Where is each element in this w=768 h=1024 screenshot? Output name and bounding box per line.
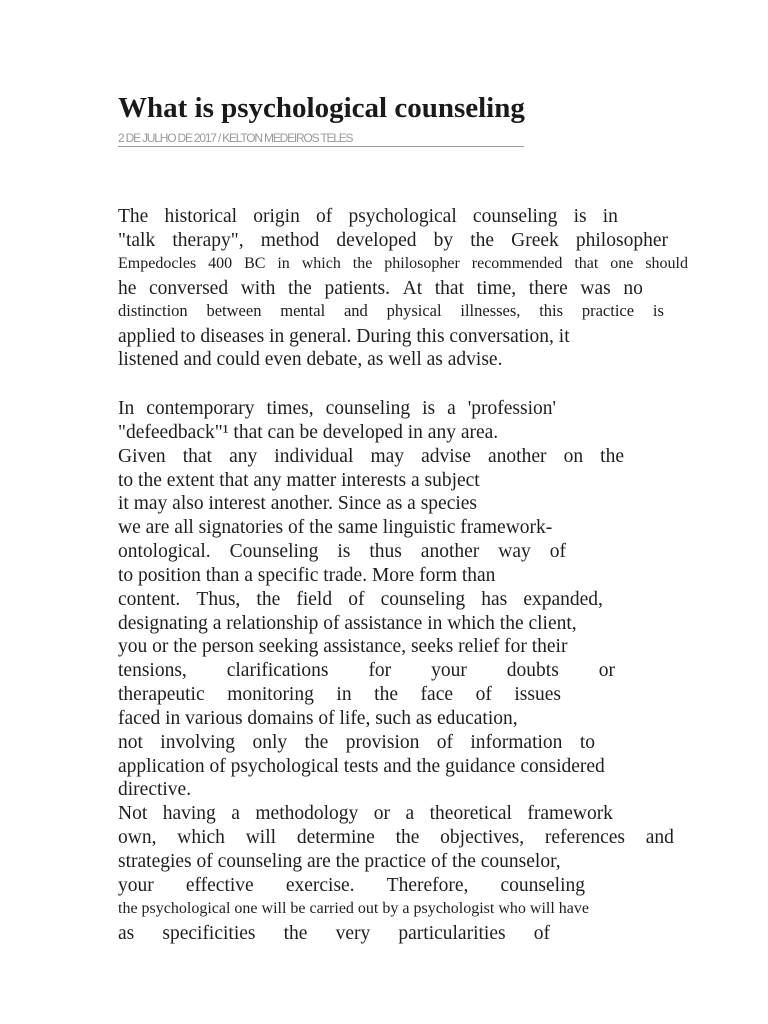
paragraph-2-line: not involving only the provision of information to [118,732,595,753]
paragraph-1-line: The historical origin of psychological counseling is in [118,206,618,227]
paragraph-2-line: designating a relationship of assistance in which the client, [118,613,577,634]
paragraph-2-line: you or the person seeking assistance, seeks relief for their [118,636,568,657]
paragraph-1-line: applied to diseases in general. During this conversation, it [118,326,570,347]
paragraph-2-line: Not having a methodology or a theoretical framework [118,803,613,824]
paragraph-2-line: faced in various domains of life, such as education, [118,708,518,729]
paragraph-1-line: listened and could even debate, as well as advise. [118,349,503,370]
paragraph-2-line: strategies of counseling are the practice of the counselor, [118,851,561,872]
article-byline[interactable]: 2 DE JULHO DE 2017 / KELTON MEDEIROS TELES [118,131,524,147]
paragraph-2-line: it may also interest another. Since as a species [118,493,478,514]
paragraph-2-line: own, which will determine the objectives, references and [118,827,674,848]
paragraph-1-line: distinction between mental and physical illnesses, this practice is [118,301,664,320]
paragraph-2-line: to the extent that any matter interests a subject [118,470,480,491]
article-title: What is psychological counseling [118,92,525,124]
paragraph-1-line: "talk therapy", method developed by the Greek philosopher [118,230,668,251]
paragraph-2-line: we are all signatories of the same linguistic framework- [118,517,553,538]
paragraph-2-line: tensions, clarifications for your doubts or [118,660,615,681]
paragraph-2-line: your effective exercise. Therefore, counseling [118,875,585,896]
paragraph-1-line: Empedocles 400 BC in which the philosopher recommended that one should [118,255,688,272]
paragraph-2-line: "defeedback"¹ that can be developed in any area. [118,422,499,443]
paragraph-2-line: application of psychological tests and the guidance considered [118,756,605,777]
paragraph-2-line: therapeutic monitoring in the face of issues [118,684,561,705]
paragraph-2-line: as specificities the very particularities of [118,923,550,944]
paragraph-2-line: ontological. Counseling is thus another way of [118,541,566,562]
paragraph-2-line: content. Thus, the field of counseling has expanded, [118,589,603,610]
paragraph-2-line: the psychological one will be carried out by a psychologist who will have [118,900,589,917]
paragraph-2-line: to position than a specific trade. More form than [118,565,496,586]
paragraph-1-line: he conversed with the patients. At that time, there was no [118,278,643,299]
paragraph-2-line: directive. [118,779,192,800]
paragraph-2-line: In contemporary times, counseling is a 'profession' [118,398,556,419]
paragraph-2-line: Given that any individual may advise another on the [118,446,624,467]
